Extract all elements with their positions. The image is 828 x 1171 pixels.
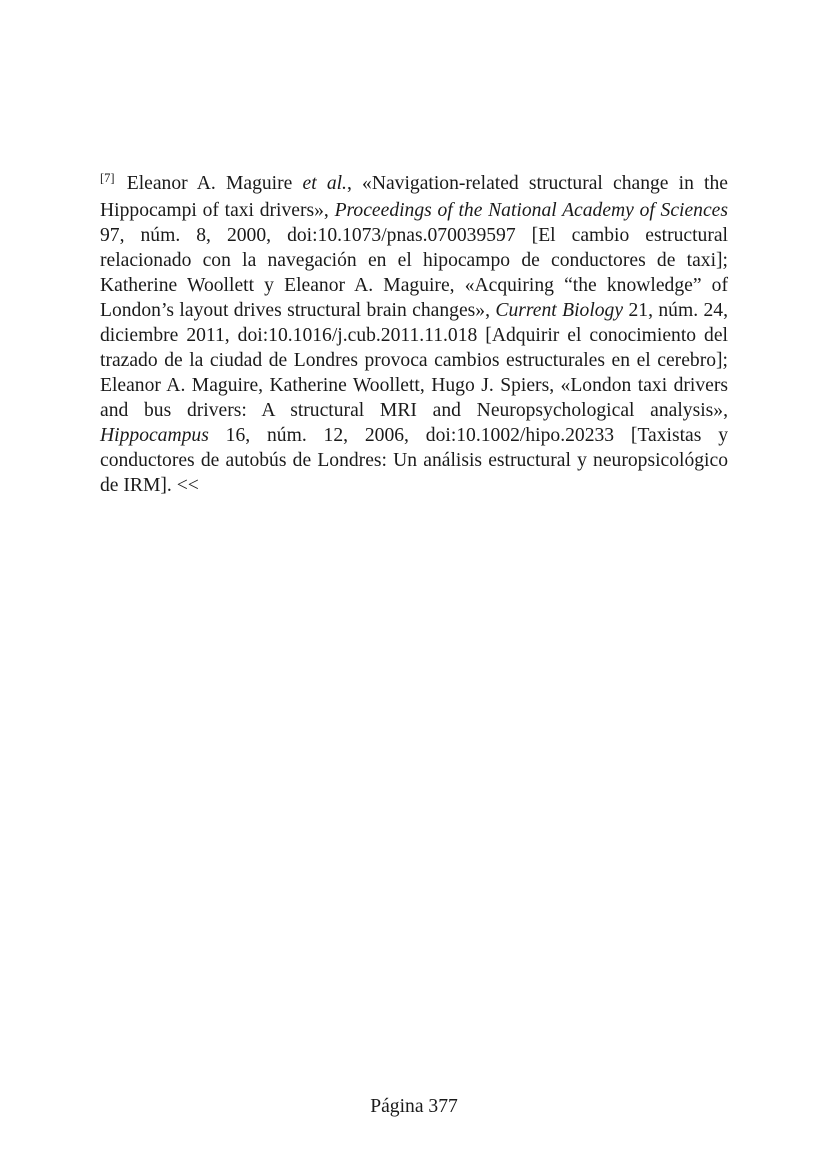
footnote-text-italic: et al. [302,173,347,194]
footnote-text: 97, núm. 8, 2000, doi:10.1073/pnas.070039597 [El cambio estructural relacionado con la navegación en el hipocampo de conductores de taxi]; Katherine Woollett y Eleanor A. Maguire, «Acquiring “the knowledge” of London’s layout drives structural brain changes», [100,225,728,321]
back-to-text-link[interactable]: << [176,475,199,496]
footnote-number[interactable]: [7] [100,171,115,185]
footnote-text: Eleanor A. Maguire [126,173,293,194]
journal-title: Hippocampus [100,425,209,446]
footnote-text: 21, núm. 24, diciembre 2011, doi:10.1016/j.cub.2011.11.018 [Adquirir el conocimiento del trazado de la ciudad de Londres provoca cambios estructurales en el cerebro]; Eleanor A. Maguire, Katherine Woollett, Hugo J. Spiers, «London taxi drivers and bus drivers: A structural MRI and Neuropsychological analysis», [100,300,728,421]
journal-title: Proceedings of the National Academy of Sciences [334,200,729,221]
footnote-paragraph [100,171,728,498]
page-number: Página 377 [370,1096,458,1117]
footnote-text: , «Navigation-related structural change in the Hippocampi of taxi drivers», [100,173,728,221]
journal-title: Current Biology [495,300,624,321]
footnote-text: 16, núm. 12, 2006, doi:10.1002/hipo.20233 [Taxistas y conductores de autobús de Londres: Un análisis estructural y neuropsicológico de IRM]. [100,425,728,496]
